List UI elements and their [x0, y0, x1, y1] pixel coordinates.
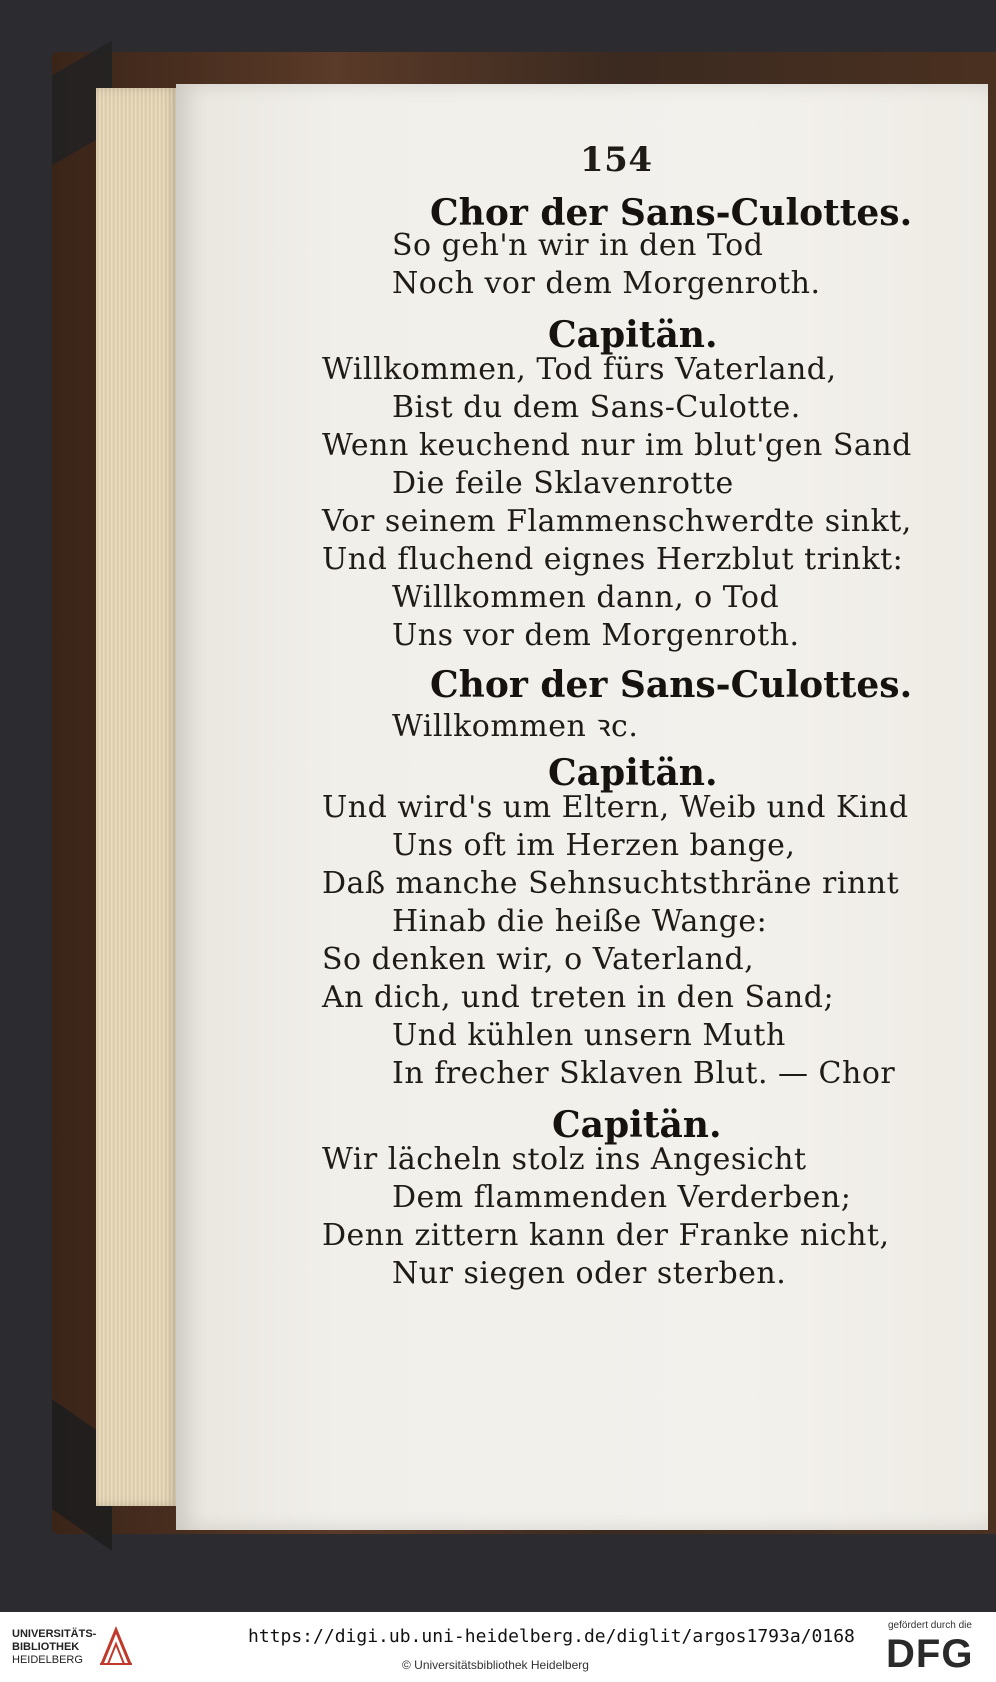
- verse-line: Bist du dem Sans-Culotte.: [392, 390, 801, 425]
- library-logo: [12, 1628, 96, 1667]
- verse-line: So geh'n wir in den Tod: [392, 228, 764, 263]
- heading-chor-2: Chor der Sans-Culottes.: [430, 664, 913, 706]
- heading-capitan-2: Capitän.: [548, 752, 718, 794]
- funding-note: gefördert durch die: [888, 1620, 972, 1631]
- viewer-footer: [0, 1612, 996, 1682]
- verse-line: Dem flammenden Verderben;: [392, 1180, 852, 1215]
- verse-line: An dich, und treten in den Sand;: [322, 980, 835, 1015]
- verse-line: Denn zittern kann der Franke nicht,: [322, 1218, 890, 1253]
- verse-line: Willkommen ꝛc.: [392, 709, 639, 744]
- verse-line: Hinab die heiße Wange:: [392, 904, 768, 939]
- verse-line: Noch vor dem Morgenroth.: [392, 266, 821, 301]
- document-url-link[interactable]: https://digi.ub.uni-heidelberg.de/diglit/argos1793a/0168: [248, 1626, 855, 1647]
- dfg-logo: DFG: [886, 1632, 974, 1676]
- verse-line: Die feile Sklavenrotte: [392, 466, 734, 501]
- verse-line: So denken wir, o Vaterland,: [322, 942, 755, 977]
- heading-chor-1: Chor der Sans-Culottes.: [430, 192, 913, 234]
- verse-line: Und kühlen unsern Muth: [392, 1018, 786, 1053]
- verse-line: Uns oft im Herzen bange,: [392, 828, 796, 863]
- heading-capitan-3: Capitän.: [552, 1104, 722, 1146]
- verse-line: Willkommen, Tod fürs Vaterland,: [322, 352, 837, 387]
- library-emblem-icon: [98, 1624, 134, 1668]
- verse-line: Vor seinem Flammenschwerdte sinkt,: [322, 504, 912, 539]
- verse-line: Uns vor dem Morgenroth.: [392, 618, 800, 653]
- verse-line: Und fluchend eignes Herzblut trinkt:: [322, 542, 904, 577]
- verse-line: Wir lächeln stolz ins Angesicht: [322, 1142, 807, 1177]
- verse-line: Nur siegen oder sterben.: [392, 1256, 787, 1291]
- copyright-text: © Universitätsbibliothek Heidelberg: [402, 1658, 589, 1672]
- library-name-line3: HEIDELBERG: [12, 1654, 83, 1666]
- library-name-line2: BIBLIOTHEK: [12, 1641, 80, 1653]
- verse-line: In frecher Sklaven Blut. — Chor: [392, 1056, 896, 1091]
- verse-line: Willkommen dann, o Tod: [392, 580, 780, 615]
- library-name-line1: UNIVERSITÄTS-: [12, 1628, 97, 1640]
- verse-line: Wenn keuchend nur im blut'gen Sand: [322, 428, 912, 463]
- verse-line: Und wird's um Eltern, Weib und Kind: [322, 790, 909, 825]
- heading-capitan-1: Capitän.: [548, 314, 718, 356]
- verse-line: Daß manche Sehnsuchtsthräne rinnt: [322, 866, 900, 901]
- page-number: 154: [580, 140, 653, 180]
